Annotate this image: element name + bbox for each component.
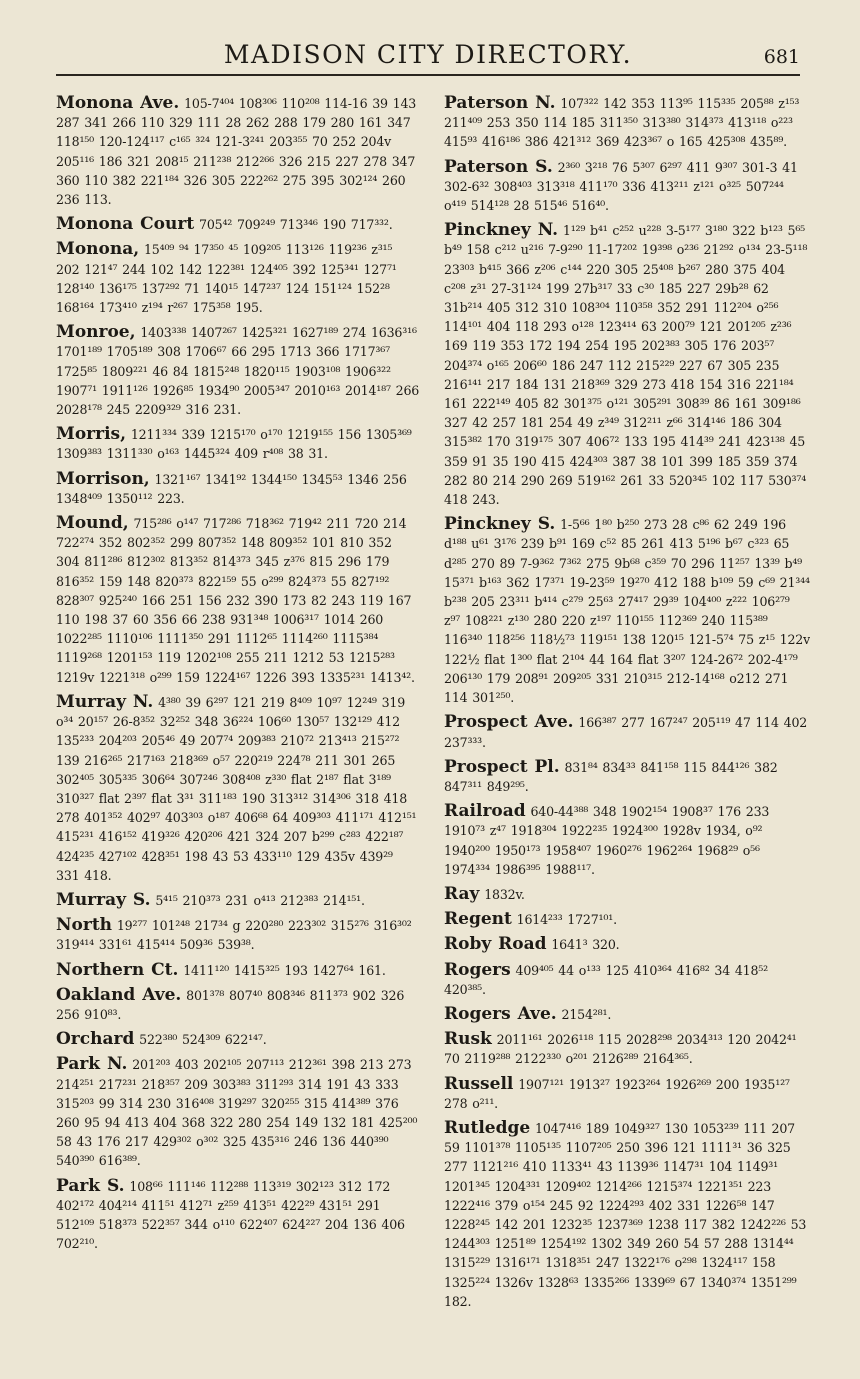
street-name: Paterson S.	[444, 156, 553, 177]
street-numbers: 4³⁸⁰ 39 6²⁹⁷ 121 219 8⁴⁰⁹ 10⁹⁷ 12²⁴⁹ 319 o³⁴ 20¹⁵⁷ 26-8³⁵² 32²⁵² 348 36²²⁴ 106⁶⁰ 130⁵⁷ 132¹²⁹ 412 135²³³ 204²⁰³ 205⁴⁶ 49 207⁷⁴ 209³⁸³ 210⁷² 213⁴¹³ 215²⁷² 139 216²⁶⁵ 217¹⁶³ 218³⁶⁹ o⁵⁷ 220²¹⁹ 224⁷⁸ 211 301 265 302⁴⁰⁵ 305³³⁵ 306⁶⁴ 307²⁴⁶ 308⁴⁰⁸ z³³⁰ flat 2¹⁸⁷ flat 3¹⁸⁹ 310³²⁷ flat 2³⁹⁷ flat 3³¹ 311¹⁸³ 190 313³¹² 314³⁰⁶ 318 418 278 401³⁵² 402⁹⁷ 403³⁰³ o¹⁸⁷ 406⁶⁸ 64 409³⁰³ 411¹⁷¹ 412¹⁵¹ 415²³¹ 416¹⁵² 419³²⁶ 420²⁰⁶ 421 324 207 b²⁹⁹ c²⁸³ 422¹⁸⁷ 424²³⁵ 427¹⁰² 428³⁵¹ 198 43 53 433¹¹⁰ 129 435v 439²⁹ 331 418.	[56, 694, 417, 883]
street-numbers: 2154²⁸¹.	[561, 1006, 612, 1022]
street-name: Park N.	[56, 1054, 128, 1075]
street-entry	[444, 1005, 810, 1024]
street-name: Prospect Ave.	[444, 712, 574, 733]
street-entry	[444, 961, 810, 999]
street-numbers: 831⁸⁴ 834³³ 841¹⁵⁸ 115 844¹²⁶ 382 847³¹¹ 849²⁹⁵.	[444, 759, 778, 794]
street-name: Monona Court	[56, 214, 195, 235]
street-entry	[56, 891, 420, 910]
street-numbers: 522³⁸⁰ 524³⁰⁹ 622¹⁴⁷.	[139, 1032, 267, 1048]
street-entry	[56, 961, 420, 980]
street-name: North	[56, 915, 113, 936]
street-entry	[444, 758, 810, 796]
street-numbers: 166³⁸⁷ 277 167²⁴⁷ 205¹¹⁹ 47 114 402 237³³³.	[444, 715, 808, 750]
street-entry	[444, 885, 810, 904]
page-title: MADISON CITY DIRECTORY.	[223, 40, 633, 69]
street-numbers: 1211³³⁴ 339 1215¹⁷⁰ o¹⁷⁰ 1219¹⁵⁵ 156 1305³⁶⁹ 1309³⁸³ 1311³³⁰ o¹⁶³ 1445³²⁴ 409 r⁴⁰⁸ 38 31.	[56, 427, 412, 462]
street-numbers: 2011¹⁶¹ 2026¹¹⁸ 115 2028²⁹⁸ 2034³¹³ 120 2042⁴¹ 70 2119²⁸⁸ 2122³³⁰ o²⁰¹ 2126²⁸⁹ 2164³⁶⁵.	[444, 1032, 797, 1067]
street-numbers: 1614²³³ 1727¹⁰¹.	[516, 912, 617, 928]
street-entry	[56, 470, 420, 508]
street-name: Rusk	[444, 1029, 492, 1050]
street-entry	[56, 215, 420, 234]
street-entry	[56, 693, 420, 885]
left-column	[56, 94, 420, 1364]
street-numbers: 15⁴⁰⁹ ⁹⁴ 17³⁵⁰ ⁴⁵ 109²⁰⁵ 113¹²⁶ 119²³⁶ z³¹⁵ 202 121⁴⁷ 244 102 142 122³⁸¹ 124⁴⁰⁵ 392 125³⁴¹ 127⁷¹ 128¹⁴⁰ 136¹⁷⁵ 137²⁹² 71 140¹⁵ 147²³⁷ 124 151¹²⁴ 152²⁸ 168¹⁶⁴ 173⁴¹⁰ z¹⁹⁴ r²⁶⁷ 175³⁵⁸ 195.	[56, 242, 397, 316]
street-entry	[56, 425, 420, 463]
street-entry	[56, 514, 420, 687]
street-entry	[56, 94, 420, 209]
street-entry	[56, 1030, 420, 1049]
street-name: Murray S.	[56, 889, 151, 910]
street-entry	[444, 1030, 810, 1068]
street-numbers: 105-7⁴⁰⁴ 108³⁰⁶ 110²⁰⁸ 114-16 39 143 287 341 266 110 329 111 28 262 288 179 280 161 347 118¹⁵⁰ 120-124¹¹⁷ c¹⁶⁵ ³²⁴ 121-3²⁴¹ 203³⁵⁵ 70 252 204v 205¹¹⁶ 186 321 208¹⁵ 211²³⁸ 212²⁶⁶ 326 215 227 278 347 360 110 382 221¹⁸⁴ 326 305 222²⁶² 275 395 302¹²⁴ 260 236 113.	[56, 96, 417, 208]
street-entry	[56, 1177, 420, 1254]
street-entry	[444, 1075, 810, 1113]
street-numbers: 1411¹²⁰ 1415³²⁵ 193 1427⁶⁴ 161.	[183, 962, 386, 978]
street-numbers: 108⁶⁶ 111¹⁴⁶ 112²⁸⁸ 113³¹⁹ 302¹²³ 312 172 402¹⁷² 404²¹⁴ 411⁵¹ 412⁷¹ z²⁵⁹ 413⁵¹ 422²⁹ 431⁵¹ 291 512¹⁰⁹ 518³⁷³ 522³⁵⁷ 344 o¹¹⁰ 622⁴⁰⁷ 624²²⁷ 204 136 406 702²¹⁰.	[56, 1178, 405, 1252]
street-name: Park S.	[56, 1175, 125, 1196]
street-name: Morris,	[56, 424, 127, 445]
street-name: Orchard	[56, 1029, 135, 1050]
street-numbers: 1641³ 320.	[551, 937, 620, 953]
street-name: Morrison,	[56, 468, 150, 489]
street-name: Pinckney N.	[444, 220, 559, 241]
street-entry	[56, 1055, 420, 1170]
street-numbers: 640-44³⁸⁸ 348 1902¹⁵⁴ 1908³⁷ 176 233 1910⁷³ z⁴⁷ 1918³⁰⁴ 1922²³⁵ 1924³⁰⁰ 1928v 1934, o⁹² 1940²⁰⁰ 1950¹⁷³ 1958⁴⁰⁷ 1960²⁷⁶ 1962²⁶⁴ 1968²⁹ o⁵⁶ 1974³³⁴ 1986³⁹⁵ 1988¹¹⁷.	[444, 804, 770, 877]
street-numbers: 1321¹⁶⁷ 1341⁹² 1344¹⁵⁰ 1345⁵³ 1346 256 1348⁴⁰⁹ 1350¹¹² 223.	[56, 471, 407, 506]
street-numbers: 409⁴⁰⁵ 44 o¹³³ 125 410³⁶⁴ 416⁸² 34 418⁵² 420³⁸⁵.	[444, 962, 768, 997]
street-name: Pinckney S.	[444, 514, 556, 535]
street-entry	[444, 910, 810, 929]
street-name: Regent	[444, 909, 512, 930]
street-entry	[56, 240, 420, 317]
street-name: Northern Ct.	[56, 959, 179, 980]
street-name: Prospect Pl.	[444, 756, 560, 777]
street-name: Paterson N.	[444, 94, 556, 113]
street-name: Roby Road	[444, 934, 547, 955]
street-numbers: 201²⁰³ 403 202¹⁰⁵ 207¹¹³ 212³⁶¹ 398 213 273 214²⁵¹ 217²³¹ 218³⁵⁷ 209 303³⁸³ 311²⁹³ 314 191 43 333 315²⁰³ 99 314 230 316⁴⁰⁸ 319²⁹⁷ 320²⁵⁵ 315 414³⁸⁹ 376 260 95 94 413 404 368 322 280 254 149 132 181 425²⁰⁰ 58 43 176 217 429³⁰² o³⁰² 325 435³¹⁶ 246 136 440³⁹⁰ 540³⁹⁰ 616³⁸⁹.	[56, 1057, 418, 1169]
street-entry	[444, 94, 810, 152]
street-numbers: 19²⁷⁷ 101²⁴⁸ 217³⁴ g 220²⁸⁰ 223³⁰² 315²⁷⁶ 316³⁰² 319⁴¹⁴ 331⁶¹ 415⁴¹⁴ 509³⁶ 539³⁸.	[56, 918, 412, 953]
street-numbers: 715²⁸⁶ o¹⁴⁷ 717²⁸⁶ 718³⁶² 719⁴² 211 720 214 722²⁷⁴ 352 802³⁵² 299 807³⁵² 148 809³⁵² 101 810 352 304 811²⁸⁶ 812³⁰² 813³⁵² 814³⁷³ 345 z³⁷⁶ 815 296 179 816³⁵² 159 148 820³⁷³ 822¹⁵⁹ 55 o²⁹⁹ 824³⁷³ 55 827¹⁹² 828³⁰⁷ 925²⁴⁰ 166 251 156 232 390 173 82 243 119 167 110 198 37 60 356 66 238 931³⁴⁸ 1006³¹⁷ 1014 260 1022²⁸⁵ 1110¹⁰⁶ 1111³⁵⁰ 291 1112⁶⁵ 1114²⁶⁰ 1115³⁸⁴ 1119²⁶⁸ 1201¹⁵³ 119 1202¹⁰⁸ 255 211 1212 53 1215²⁸³ 1219v 1221³¹⁸ o²⁹⁹ 159 1224¹⁶⁷ 1226 393 1335²³¹ 1413⁴².	[56, 516, 415, 685]
street-numbers: 1¹²⁹ b⁴¹ c²⁵² u²²⁸ 3-5¹⁷⁷ 3¹⁸⁰ 322 b¹²³ 5⁶⁵ b⁴⁹ 158 c²¹² u²¹⁶ 7-9²⁹⁰ 11-17²⁰² 19³⁹⁸ o²³⁶ 21²⁹² o¹³⁴ 23-5¹¹⁸ 23³⁰³ b⁴¹⁵ 366 z²⁰⁶ c¹⁴⁴ 220 305 25⁴⁰⁸ b²⁶⁷ 280 375 404 c²⁰⁸ z³¹ 27-31¹²⁴ 199 27b³¹⁷ 33 c³⁰ 185 227 29b²⁸ 62 31b²¹⁴ 405 312 310 108³⁰⁴ 110³⁵⁸ 352 291 112²⁰⁴ o²⁵⁶ 114¹⁰¹ 404 118 293 o¹²⁸ 123⁴¹⁴ 63 200⁷⁹ 121 201²⁰⁵ z²³⁶ 169 119 353 172 194 254 195 202³⁸³ 305 176 203⁵⁷ 204³⁷⁴ o¹⁶⁵ 206⁶⁰ 186 247 112 215²²⁹ 227 67 305 235 216¹⁴¹ 217 184 131 218³⁶⁹ 329 273 418 154 316 221¹⁸⁴ 161 222¹⁴⁹ 405 82 301³⁷⁵ o¹²¹ 305²⁹¹ 308³⁹ 86 161 309¹⁸⁶ 327 42 257 181 254 49 z³⁴⁹ 312²¹¹ z⁶⁶ 314¹⁴⁶ 186 304 315³⁸² 170 319¹⁷⁵ 307 406⁷² 133 195 414³⁹ 241 423¹³⁸ 45 359 91 35 190 415 424³⁰³ 387 38 101 399 185 359 374 282 80 214 290 269 519¹⁶² 261 33 520³⁴⁵ 102 117 530³⁷⁴ 418 243.	[444, 223, 808, 508]
street-name: Railroad	[444, 801, 526, 822]
street-name: Murray N.	[56, 691, 154, 712]
street-name: Ray	[444, 883, 480, 904]
street-name: Oakland Ave.	[56, 984, 182, 1005]
street-numbers: 1832v.	[484, 886, 525, 902]
street-entry	[56, 323, 420, 419]
page-number: 681	[763, 46, 800, 68]
header-rule	[56, 74, 800, 76]
street-name: Monona Ave.	[56, 94, 180, 113]
street-entry	[444, 1119, 810, 1311]
street-name: Rogers	[444, 959, 511, 980]
street-name: Mound,	[56, 513, 129, 534]
street-numbers: 1047⁴¹⁶ 189 1049³²⁷ 130 1053²³⁹ 111 207 59 1101³⁷⁸ 1105¹³⁵ 1107²⁰⁵ 250 396 121 1111³¹ 36 325 277 1121²¹⁶ 410 1133⁴¹ 43 1139³⁶ 1147³¹ 104 1149³¹ 1201³⁴⁵ 1204³³¹ 1209⁴⁰² 1214²⁶⁶ 1215³⁷⁴ 1221³⁵¹ 223 1222⁴¹⁶ 379 o¹⁵⁴ 245 92 1224²⁹³ 402 331 1226⁵⁸ 147 1228²⁴⁵ 142 201 1232³⁵ 1237³⁶⁹ 1238 117 382 1242²²⁶ 53 1244³⁰³ 1251⁸⁹ 1254¹⁹² 1302 349 260 54 57 288 1314⁴⁴ 1315²²⁹ 1316¹⁷¹ 1318³⁵¹ 247 1322¹⁷⁶ o²⁹⁸ 1324¹¹⁷ 158 1325²²⁴ 1326v 1328⁶³ 1335²⁶⁶ 1339⁶⁹ 67 1340³⁷⁴ 1351²⁹⁹ 182.	[444, 1120, 807, 1309]
street-name: Monona,	[56, 239, 140, 260]
street-name: Rutledge	[444, 1117, 531, 1138]
right-column	[444, 94, 810, 1364]
street-numbers: 1403³³⁸ 1407²⁶⁷ 1425³²¹ 1627¹⁸⁹ 274 1636³¹⁶ 1701¹⁸⁹ 1705¹⁸⁹ 308 1706⁶⁷ 66 295 1713 366 1717³⁶⁷ 1725⁸⁵ 1809²²¹ 46 84 1815²⁴⁸ 1820¹¹⁵ 1903¹⁰⁸ 1906³²² 1907⁷¹ 1911¹²⁶ 1926⁸⁵ 1934⁹⁰ 2005³⁴⁷ 2010¹⁶³ 2014¹⁸⁷ 266 2028¹⁷⁸ 245 2209³²⁹ 316 231.	[56, 325, 420, 418]
street-entry	[444, 221, 810, 509]
street-entry	[444, 515, 810, 707]
street-name: Russell	[444, 1073, 514, 1094]
street-entry	[444, 713, 810, 751]
street-entry	[444, 802, 810, 879]
street-entry	[56, 986, 420, 1024]
street-name: Rogers Ave.	[444, 1003, 557, 1024]
street-entry	[56, 916, 420, 954]
street-numbers: 1907¹²¹ 1913²⁷ 1923²⁶⁴ 1926²⁶⁹ 200 1935¹²⁷ 278 o²¹¹.	[444, 1076, 790, 1111]
street-numbers: 5⁴¹⁵ 210³⁷³ 231 o⁴¹³ 212³⁸³ 214¹⁵¹.	[155, 892, 365, 908]
street-numbers: 1-5⁶⁶ 1⁸⁰ b²⁵⁰ 273 28 c⁸⁶ 62 249 196 d¹⁸⁸ u⁶¹ 3¹⁷⁶ 239 b⁹¹ 169 c⁵² 85 261 413 5¹⁹⁶ b⁶⁷ c³²³ 65 d²⁸⁵ 270 89 7-9³⁶² 7³⁶² 275 9b⁶⁸ c³⁵⁹ 70 296 11²⁵⁷ 13³⁹ b⁴⁹ 15³⁷¹ b¹⁶³ 362 17³⁷¹ 19-23⁵⁹ 19²⁷⁰ 412 188 b¹⁰⁹ 59 c⁶⁹ 21³⁴⁴ b²³⁸ 205 23³¹¹ b⁴¹⁴ c²⁷⁹ 25⁶³ 27⁴¹⁷ 29³⁹ 104⁴⁰⁰ z²²² 106²⁷⁹ z⁹⁷ 108²²¹ z¹³⁰ 280 220 z¹⁹⁷ 110¹⁵⁵ 112³⁶⁹ 240 115³⁸⁹ 116³⁴⁰ 118²⁵⁶ 118½⁷³ 119¹⁵¹ 138 120¹⁵ 121-5⁷⁴ 75 z¹⁵ 122v 122½ flat 1³⁰⁰ flat 2¹⁰⁴ 44 164 flat 3²⁰⁷ 124-26⁷² 202-4¹⁷⁹ 206¹³⁰ 179 208⁹¹ 209²⁰⁵ 331 210³¹⁵ 212-14¹⁶⁸ o212 271 114 301²⁵⁰.	[444, 517, 810, 706]
street-numbers: 801³⁷⁸ 807⁴⁰ 808³⁴⁶ 811³⁷³ 902 326 256 910⁸³.	[56, 987, 405, 1022]
street-entry	[444, 935, 810, 954]
street-name: Monroe,	[56, 322, 136, 343]
street-numbers: 107³²² 142 353 113⁹⁵ 115³³⁵ 205⁸⁸ z¹⁵³ 211⁴⁰⁹ 253 350 114 185 311³⁵⁰ 313³⁸⁰ 314³⁷³ 413¹¹⁸ o²²³ 415⁹³ 416¹⁸⁶ 386 421³¹² 369 423³⁶⁷ o 165 425³⁰⁸ 435⁸⁹.	[444, 96, 800, 150]
street-numbers: 705⁴² 709²⁴⁹ 713³⁴⁶ 190 717³³².	[199, 217, 393, 233]
street-numbers: 2³⁶⁰ 3²¹⁸ 76 5³⁰⁷ 6²⁹⁷ 411 9³⁰⁷ 301-3 41 302-6³² 308⁴⁰³ 313³¹⁸ 411¹⁷⁰ 336 413²¹¹ z¹²¹ o³²⁵ 507²⁴⁴ o⁴¹⁹ 514¹²⁸ 28 515⁴⁶ 516⁴⁰.	[444, 159, 798, 214]
street-entry	[444, 158, 810, 216]
